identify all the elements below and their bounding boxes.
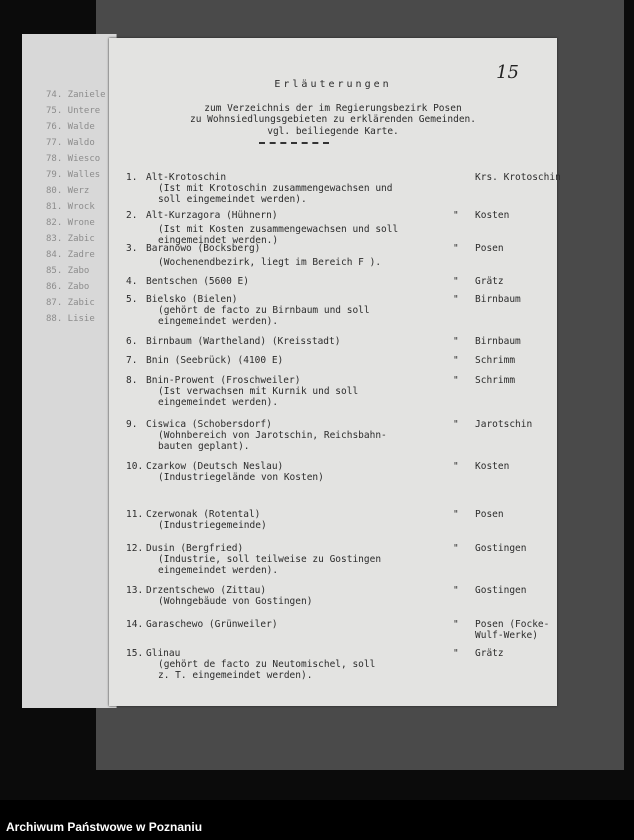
- entry-number: 12.: [126, 543, 144, 554]
- entry-district: Birnbaum: [475, 294, 521, 305]
- back-page-line: 74. Zaniele: [46, 90, 106, 100]
- entry-number: 6.: [126, 336, 138, 347]
- entry-district: Grätz: [475, 276, 504, 287]
- entry-note: eingemeindet werden).: [158, 397, 279, 408]
- entry-district: Krs. Krotoschin: [475, 172, 561, 183]
- entry-item: [126, 243, 544, 268]
- entry-note: eingemeindet werden).: [158, 565, 279, 576]
- entry-number: 14.: [126, 619, 144, 630]
- subtitle-line-2: zu Wohnsiedlungsgebieten zu erklärenden Gemeinden.: [190, 114, 476, 125]
- entry-name: Alt-Kurzagora (Hühnern): [146, 210, 278, 221]
- entry-name: Czarkow (Deutsch Neslau): [146, 461, 284, 472]
- entry-number: 13.: [126, 585, 144, 596]
- back-page-line: 76. Walde: [46, 122, 95, 132]
- entry-note: Wulf-Werke): [475, 630, 538, 641]
- entry-item: [126, 461, 544, 483]
- back-page-line: 87. Zabic: [46, 298, 95, 308]
- entry-heading: [126, 243, 544, 254]
- entry-district: Jarotschin: [475, 419, 533, 430]
- entry-district: Schrimm: [475, 375, 516, 386]
- entry-note: (Ist verwachsen mit Kurnik und soll: [158, 386, 359, 397]
- entry-name: Drzentschewo (Zittau): [146, 585, 267, 596]
- entry-item: [126, 276, 544, 287]
- back-page-line: 83. Zabic: [46, 234, 95, 244]
- entry-note: (Wochenendbezirk, liegt im Bereich F ).: [158, 257, 382, 268]
- back-page-line: 88. Lisie: [46, 314, 95, 324]
- entry-note: (Industrie, soll teilweise zu Gostingen: [158, 554, 382, 565]
- ditto-mark: ": [453, 461, 459, 472]
- archive-label: Archiwum Państwowe w Poznaniu: [6, 820, 203, 834]
- entry-note: (Wohngebäude von Gostingen): [158, 596, 313, 607]
- entry-name: Ciswica (Schobersdorf): [146, 419, 272, 430]
- entry-name: Dusin (Bergfried): [146, 543, 244, 554]
- entry-name: Bnin (Seebrück) (4100 E): [146, 355, 284, 366]
- ditto-mark: ": [453, 375, 459, 386]
- entry-heading: [126, 375, 544, 386]
- underlying-page: [22, 34, 117, 708]
- entry-number: 3.: [126, 243, 138, 254]
- entry-name: Bentschen (5600 E): [146, 276, 249, 287]
- entry-name: Bielsko (Bielen): [146, 294, 238, 305]
- entry-number: 11.: [126, 509, 144, 520]
- back-page-line: 78. Wiesco: [46, 154, 101, 164]
- back-page-line: 85. Zabo: [46, 266, 90, 276]
- entry-district: Gostingen: [475, 585, 527, 596]
- entry-number: 4.: [126, 276, 138, 287]
- entry-item: [126, 355, 544, 366]
- entry-note: (gehört de facto zu Birnbaum und soll: [158, 305, 370, 316]
- back-page-line: 79. Walles: [46, 170, 101, 180]
- entry-name: Baranowo (Bocksberg): [146, 243, 261, 254]
- entry-item: [126, 509, 544, 531]
- entry-item: [126, 543, 544, 576]
- ditto-mark: ": [453, 336, 459, 347]
- page-number: 15: [496, 62, 519, 83]
- entry-name: Glinau: [146, 648, 181, 659]
- entry-heading: [126, 585, 544, 596]
- ditto-mark: ": [453, 276, 459, 287]
- entry-number: 9.: [126, 419, 138, 430]
- entry-note: bauten geplant).: [158, 441, 250, 452]
- entry-item: [126, 619, 550, 641]
- entry-number: 5.: [126, 294, 138, 305]
- ditto-mark: ": [453, 294, 459, 305]
- back-page-line: 82. Wrone: [46, 218, 95, 228]
- entry-district: Posen: [475, 243, 504, 254]
- ditto-mark: ": [453, 509, 459, 520]
- entry-item: [126, 375, 544, 408]
- document-title: Erläuterungen: [274, 79, 392, 90]
- back-page-line: 80. Werz: [46, 186, 90, 196]
- entry-name: Garaschewo (Grünweiler): [146, 619, 278, 630]
- entry-heading: [126, 210, 544, 221]
- entry-heading: [126, 294, 544, 305]
- entry-item: [126, 648, 544, 681]
- entry-item: [126, 294, 544, 327]
- back-page-line: 84. Zadre: [46, 250, 95, 260]
- entry-district: Posen (Focke-: [475, 619, 550, 630]
- entry-name: Czerwonak (Rotental): [146, 509, 261, 520]
- entry-name: Bnin-Prowent (Froschweiler): [146, 375, 301, 386]
- entry-heading: [126, 355, 544, 366]
- entry-note: (Industriegelände von Kosten): [158, 472, 324, 483]
- entry-note: z. T. eingemeindet werden).: [158, 670, 313, 681]
- entry-heading: [126, 419, 544, 430]
- entry-note: eingemeindet werden).: [158, 316, 279, 327]
- entry-note: (Ist mit Krotoschin zusammengewachsen und: [158, 183, 393, 194]
- ditto-mark: ": [453, 243, 459, 254]
- entry-name: Birnbaum (Wartheland) (Kreisstadt): [146, 336, 341, 347]
- entry-heading: [126, 276, 544, 287]
- entry-number: 7.: [126, 355, 138, 366]
- entry-note: (gehört de facto zu Neutomischel, soll: [158, 659, 376, 670]
- entry-district: Schrimm: [475, 355, 516, 366]
- ditto-mark: ": [453, 585, 459, 596]
- subtitle-line-3: vgl. beiliegende Karte.: [267, 126, 399, 137]
- subtitle-line-1: zum Verzeichnis der im Regierungsbezirk Posen: [204, 103, 462, 114]
- entry-item: [126, 172, 561, 205]
- entry-note: eingemeindet werden.): [158, 235, 279, 246]
- entry-number: 8.: [126, 375, 138, 386]
- back-page-line: 86. Zabo: [46, 282, 90, 292]
- entry-item: [126, 336, 544, 347]
- entry-district: Kosten: [475, 461, 510, 472]
- back-page-line: 77. Waldo: [46, 138, 95, 148]
- ditto-mark: ": [453, 648, 459, 659]
- ditto-mark: ": [453, 543, 459, 554]
- entry-note: (Wohnbereich von Jarotschin, Reichsbahn-: [158, 430, 387, 441]
- ditto-mark: ": [453, 210, 459, 221]
- entry-heading: [126, 172, 561, 183]
- entry-district: Grätz: [475, 648, 504, 659]
- entry-district: Posen: [475, 509, 504, 520]
- entry-name: Alt-Krotoschin: [146, 172, 227, 183]
- entry-note: soll eingemeindet werden).: [158, 194, 307, 205]
- entry-item: [126, 210, 544, 246]
- entry-note: (Industriegemeinde): [158, 520, 267, 531]
- entry-item: [126, 585, 544, 607]
- entry-heading: [126, 543, 544, 554]
- entry-note: (Ist mit Kosten zusammengewachsen und soll: [158, 224, 399, 235]
- ditto-mark: ": [453, 619, 459, 630]
- back-page-line: 81. Wrock: [46, 202, 95, 212]
- entry-item: [126, 419, 544, 452]
- title-rule: [259, 142, 329, 144]
- entry-heading: [126, 461, 544, 472]
- document-page: [109, 38, 561, 706]
- entry-number: 1.: [126, 172, 138, 183]
- ditto-mark: ": [453, 355, 459, 366]
- entry-number: 2.: [126, 210, 138, 221]
- entry-heading: [126, 648, 544, 659]
- entry-number: 15.: [126, 648, 144, 659]
- back-page-line: 75. Untere: [46, 106, 101, 116]
- entry-heading: [126, 509, 544, 520]
- entry-heading: [126, 336, 544, 347]
- entry-number: 10.: [126, 461, 144, 472]
- entry-heading: [126, 619, 550, 630]
- ditto-mark: ": [453, 419, 459, 430]
- entry-district: Gostingen: [475, 543, 527, 554]
- entry-district: Birnbaum: [475, 336, 521, 347]
- entry-district: Kosten: [475, 210, 510, 221]
